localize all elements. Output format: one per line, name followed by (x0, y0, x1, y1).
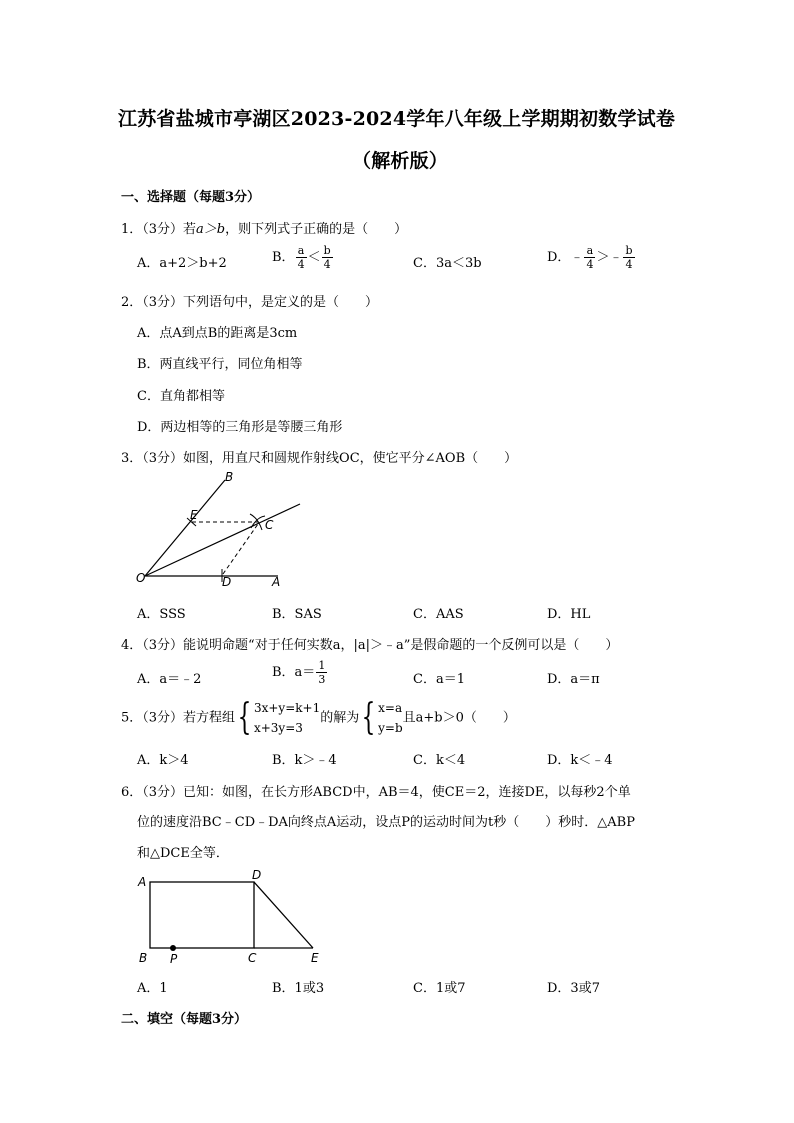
q2-option-d[interactable]: D．两边相等的三角形是等腰三角形 (137, 420, 343, 435)
q6-rectangle-abcd (150, 882, 254, 948)
q2-option-c[interactable]: C．直角都相等 (137, 389, 225, 404)
page-subtitle: （解析版） (352, 150, 449, 172)
question-6-line2: 位的速度沿BC﹣CD﹣DA向终点A运动，设点P的运动时间为t秒（ ）秒时．△ABP (137, 815, 635, 830)
q6-label-d: D (252, 868, 262, 882)
q5-eq2: x+3y=3 (253, 721, 303, 735)
q1-stem-cond: a＞b (196, 222, 226, 237)
q1-d-frac-right: $\frac{b}{4}$ (625, 244, 633, 271)
q4-option-d[interactable]: D．a＝π (547, 672, 600, 687)
q2-option-a[interactable]: A．点A到点B的距离是3cm (137, 326, 298, 341)
q5-system (254, 698, 320, 738)
q1-b-lt: ＜ (307, 250, 321, 265)
q5-stem-pre: 5．（3分）若方程组 (121, 710, 236, 726)
q1-stem-pre: 1．（3分）若 (121, 222, 197, 237)
q4-b-frac: $\frac{1}{3}$ (318, 659, 326, 686)
q5-stem-post: 且a+b＞0（ ） (402, 710, 516, 726)
question-6-line1: 6．（3分）已知：如图，在长方形ABCD中，AB＝4，使CE＝2，连接DE，以每秒2个单 (121, 785, 631, 800)
q1-option-d[interactable] (547, 245, 636, 270)
q6-label-b: B (139, 951, 148, 965)
q3-ray-ob (145, 480, 225, 576)
q3-label-e: E (190, 508, 198, 522)
q6-label-p: P (170, 952, 178, 966)
q1-option-b-prefix: B． (272, 250, 295, 265)
q3-option-c[interactable]: C．AAS (413, 607, 464, 622)
q6-option-c[interactable]: C．1或7 (413, 981, 466, 996)
question-4-stem: 4．（3分）能说明命题“对于任何实数a，|a|＞﹣a”是假命题的一个反例可以是（ ） (121, 638, 619, 653)
q4-option-c[interactable]: C．a＝1 (413, 672, 465, 687)
q3-option-a[interactable]: A．SSS (137, 607, 186, 622)
q1-d-neg1: ﹣ (570, 250, 584, 265)
q1-d-frac-left: $\frac{a}{4}$ (586, 244, 594, 271)
section-heading-choice: 一、选择题（每题3分） (121, 190, 261, 205)
q6-segment-de (254, 882, 313, 948)
q1-option-d-prefix: D． (547, 250, 571, 265)
q3-option-d[interactable]: D．HL (547, 607, 591, 622)
q6-option-d[interactable]: D．3或7 (547, 981, 600, 996)
q6-option-a[interactable]: A．1 (137, 981, 168, 996)
q1-stem-post: ，则下列式子正确的是（ ） (225, 222, 408, 237)
q4-option-b[interactable] (272, 660, 328, 685)
q5-sol1: x=a (378, 701, 403, 715)
q1-option-b[interactable] (272, 245, 334, 270)
q1-option-c[interactable]: C．3a＜3b (413, 256, 482, 271)
q6-label-a: A (138, 875, 147, 889)
question-1-stem (121, 218, 407, 237)
q1-option-a[interactable]: A．a+2＞b+2 (137, 256, 227, 271)
q5-eq1: 3x+y=k+1 (253, 701, 321, 715)
question-2-stem: 2．（3分）下列语句中，是定义的是（ ） (121, 295, 379, 310)
page-title: 江苏省盐城市亭湖区2023-2024学年八年级上学期期初数学试卷 (118, 108, 676, 130)
q1-b-frac-right: $\frac{b}{4}$ (323, 244, 331, 271)
q5-option-b[interactable]: B．k＞﹣4 (272, 753, 337, 768)
q5-sol2: y=b (378, 721, 403, 735)
q6-label-e: E (311, 951, 319, 965)
q5-option-a[interactable]: A．k＞4 (137, 753, 189, 768)
q5-option-d[interactable]: D．k＜﹣4 (547, 753, 613, 768)
q3-label-d: D (222, 575, 232, 589)
section-heading-fill: 二、填空（每题3分） (121, 1012, 248, 1027)
q2-option-b[interactable]: B．两直线平行，同位角相等 (137, 357, 303, 372)
q1-d-neg2: ﹣ (609, 250, 623, 265)
q4-option-a[interactable]: A．a＝﹣2 (137, 672, 202, 687)
question-6-line3: 和△DCE全等． (137, 846, 229, 861)
q3-label-b: B (225, 470, 234, 484)
q5-brace-right: { (361, 697, 376, 738)
q5-brace-left: { (237, 697, 252, 738)
q6-option-b[interactable]: B．1或3 (272, 981, 325, 996)
question-3-stem: 3．（3分）如图，用直尺和圆规作射线OC，使它平分∠AOB（ ） (121, 451, 518, 466)
q3-label-a: A (272, 575, 281, 589)
q1-b-frac-left: $\frac{a}{4}$ (297, 244, 305, 271)
q5-mid: 的解为 (320, 710, 360, 726)
q1-d-gt: ＞ (596, 250, 610, 265)
q3-label-c: C (265, 518, 274, 532)
q6-rectangle-figure (133, 866, 333, 966)
q3-ray-oc (145, 504, 300, 576)
q5-option-c[interactable]: C．k＜4 (413, 753, 466, 768)
q6-label-c: C (248, 951, 257, 965)
question-5-stem (121, 698, 516, 738)
q3-label-o: O (136, 571, 146, 585)
q3-angle-bisector-figure (130, 466, 320, 592)
q4-option-b-prefix: B．a＝ (272, 665, 316, 680)
q6-point-p (170, 945, 176, 951)
q3-option-b[interactable]: B．SAS (272, 607, 322, 622)
q5-solution (378, 698, 403, 738)
